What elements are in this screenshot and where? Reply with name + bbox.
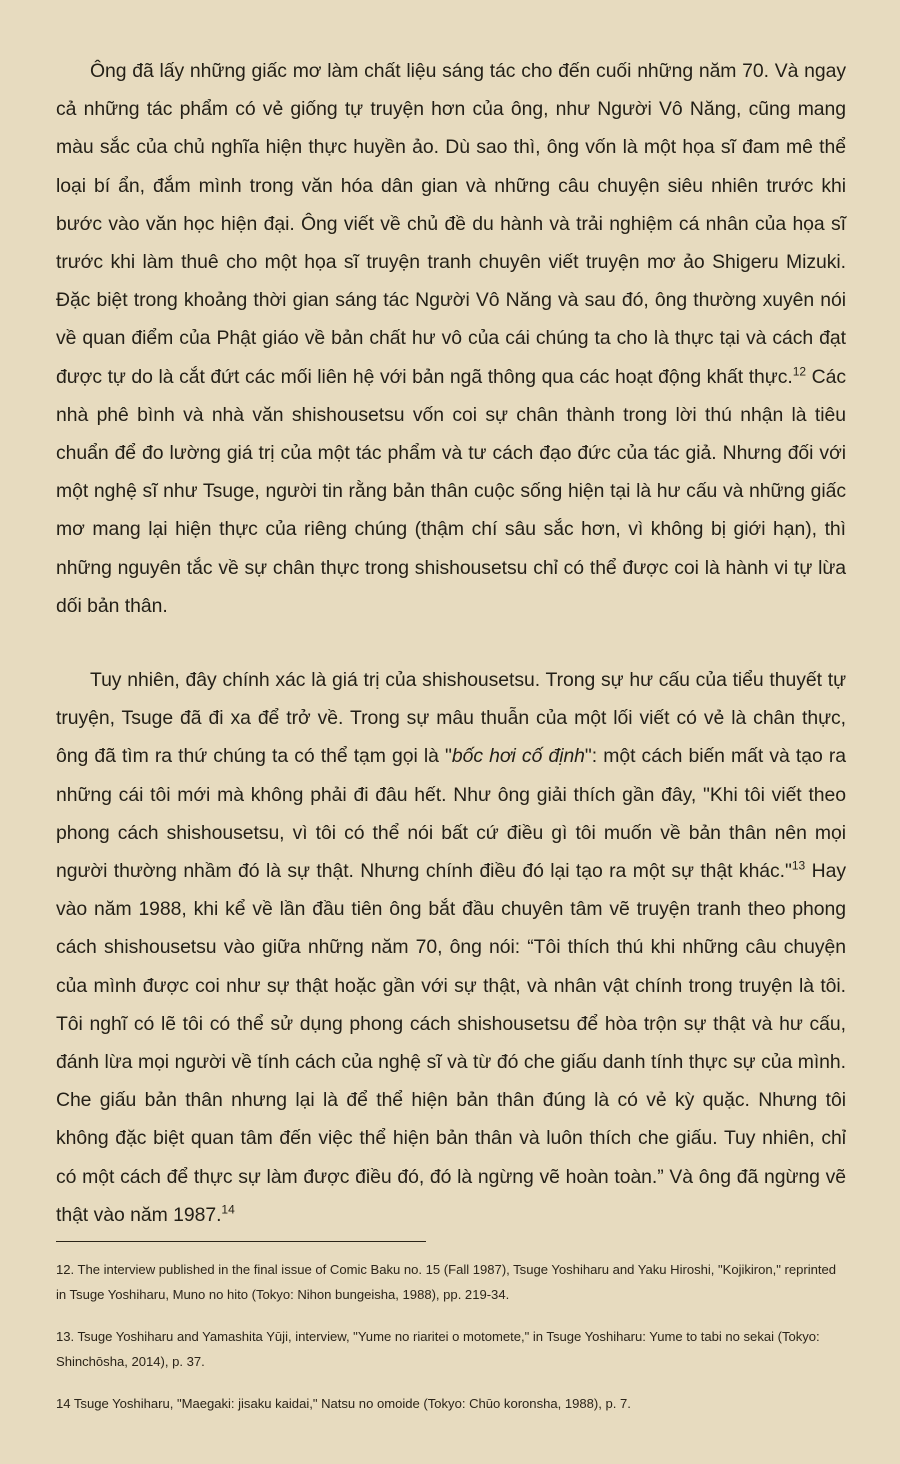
body-text-column [56,52,846,1234]
footnote-reference-14[interactable]: 14 [221,1202,235,1217]
footnote-reference-13[interactable]: 13 [791,858,806,873]
footnotes-section [56,1258,848,1417]
footnote-14: 14 Tsuge Yoshiharu, "Maegaki: jisaku kaidai," Natsu no omoide (Tokyo: Chūo koronsha, 1988), p. 7. [56,1396,631,1411]
paragraph-1: Ông đã lấy những giấc mơ làm chất liệu sáng tác cho đến cuối những năm 70. Và ngay cả những tác phẩm có vẻ giống tự truyện hơn của ông, như Người Vô Năng, cũng mang màu sắc của chủ nghĩa hiện thực huyền ảo. Dù sao thì, ông vốn là một họa sĩ đam mê thể loại bí ẩn, đắm mình trong văn hóa dân gian và những câu chuyện siêu nhiên trước khi bước vào văn học hiện đại. Ông viết về chủ đề du hành và trải nghiệm cá nhân của họa sĩ trước khi làm thuê cho một họa sĩ truyện tranh chuyên viết truyện mơ ảo Shigeru Mizuki. Đặc biệt trong khoảng thời gian sáng tác Người Vô Năng và sau đó, ông thường xuyên nói về quan điểm của Phật giáo về bản chất hư vô của cái chúng ta cho là thực tại và cách đạt được tự do là cắt đứt các mối liên hệ với bản ngã thông qua các hoạt động khất thực.$^{12}$ Các nhà phê bình và nhà văn shishousetsu vốn coi sự chân thành trong lời thú nhận là tiêu chuẩn để đo lường giá trị của một tác phẩm và tư cách đạo đức của tác giả. Nhưng đối với một nghệ sĩ như Tsuge, người tin rằng bản thân cuộc sống hiện tại là hư cấu và những giấc mơ mang lại hiện thực của riêng chúng (thậm chí sâu sắc hơn, vì không bị giới hạn), thì những nguyên tắc về sự chân thực trong shishousetsu chỉ có thể được coi là hành vi tự lừa dối bản thân. [56,60,846,617]
footnote-13: 13. Tsuge Yoshiharu and Yamashita Yūji, interview, "Yume no riaritei o motomete," in Tsuge Yoshiharu: Yume to tabi no sekai (Tokyo: Shinchōsha, 2014), p. 37. [56,1329,820,1369]
footnote-reference-12[interactable]: 12 [792,364,807,379]
italic-phrase: bốc hơi cố định [451,745,585,768]
footnote-separator-rule [56,1241,426,1242]
paragraph-2: Tuy nhiên, đây chính xác là giá trị của shishousetsu. Trong sự hư cấu của tiểu thuyết tự truyện, Tsuge đã đi xa để trở về. Trong sự mâu thuẫn của một lối viết có vẻ là chân thực, ông đã tìm ra thứ chúng ta có thể tạm gọi là "bốc hơi cố định": một cách biến mất và tạo ra những cái tôi mới mà không phải đi đâu hết. Như ông giải thích gần đây, "Khi tôi viết theo phong cách shishousetsu, vì tôi có thể nói bất cứ điều gì tôi muốn về bản thân nên mọi người thường nhầm đó là sự thật. Nhưng chính điều đó lại tạo ra một sự thật khác."$^{13}$ Hay vào năm 1988, khi kể về lần đầu tiên ông bắt đầu chuyên tâm vẽ truyện tranh theo phong cách shishousetsu vào giữa những năm 70, ông nói: “Tôi thích thú khi những câu chuyện của mình được coi như sự thật hoặc gần với sự thật, và nhân vật chính trong truyện là tôi. Tôi nghĩ có lẽ tôi có thể sử dụng phong cách shishousetsu để hòa trộn sự thật và hư cấu, đánh lừa mọi người về tính cách của nghệ sĩ và từ đó che giấu danh tính thực sự của mình. Che giấu bản thân nhưng lại là để thể hiện bản thân đúng là có vẻ kỳ quặc. Nhưng tôi không đặc biệt quan tâm đến việc thể hiện bản thân và luôn thích che giấu. Tuy nhiên, chỉ có một cách để thực sự làm được điều đó, đó là ngừng vẽ hoàn toàn.” Và ông đã ngừng vẽ thật vào năm 1987.14 [56,669,846,1226]
footnote-12: 12. The interview published in the final issue of Comic Baku no. 15 (Fall 1987), Tsuge Yoshiharu and Yaku Hiroshi, "Kojikiron," reprinted in Tsuge Yoshiharu, Muno no hito (Tokyo: Nihon bungeisha, 1988), pp. 219-34. [56,1262,837,1302]
